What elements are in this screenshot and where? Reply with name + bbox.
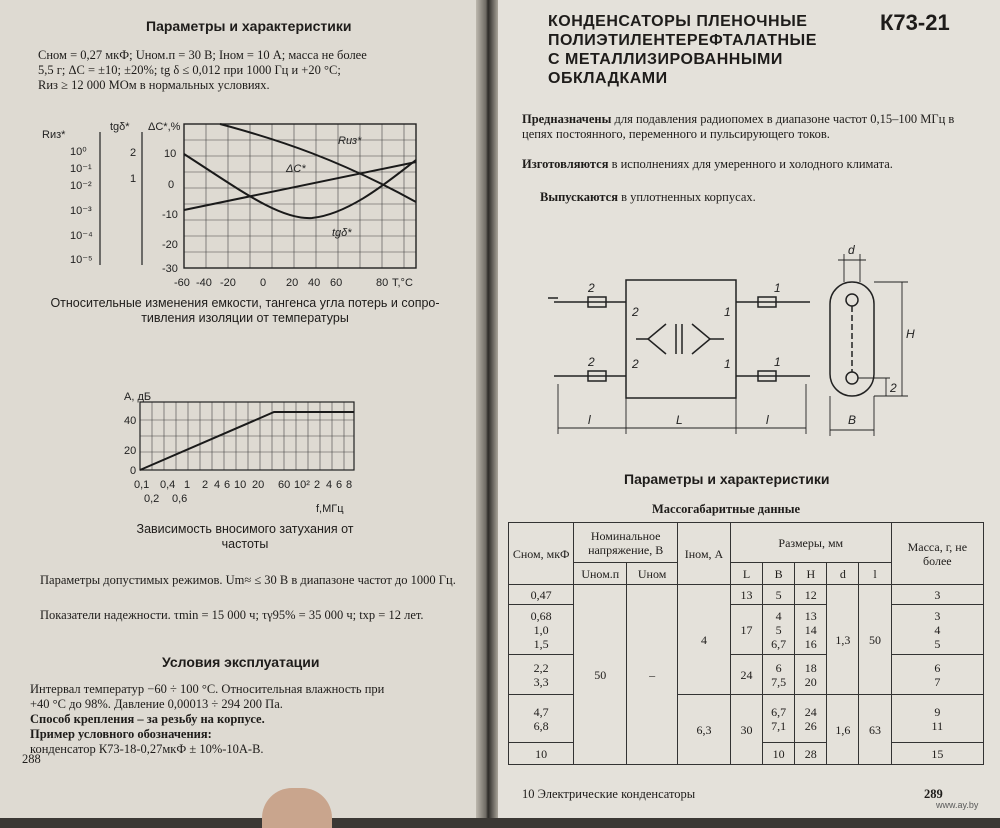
exploitation-heading: Условия эксплуатации xyxy=(162,654,320,670)
cell-B: 6,7 7,1 xyxy=(763,695,795,743)
x-tick: 80 xyxy=(376,277,389,289)
header-cell: L xyxy=(730,563,762,585)
left-heading: Параметры и характеристики xyxy=(146,18,352,34)
header-cell: Масса, г, не более xyxy=(891,523,983,585)
cell-L: 13 xyxy=(730,585,762,605)
x-tick: 1 xyxy=(184,479,191,491)
exploitation-line: конденсатор К73-18-0,27мкФ ± 10%-10А-В. xyxy=(30,742,264,756)
title-line: КОНДЕНСАТОРЫ ПЛЕНОЧНЫЕ xyxy=(548,13,808,30)
x-tick: 4 xyxy=(326,479,333,491)
y-left-tick: 10⁻² xyxy=(70,180,92,192)
x-tick: 2 xyxy=(314,479,321,491)
cell-d: 1,3 xyxy=(827,585,859,695)
attenuation-chart xyxy=(110,386,380,514)
x-tick: -40 xyxy=(196,277,212,289)
pin-label: 1 xyxy=(774,355,781,369)
purpose-bold: Предназначены xyxy=(522,112,612,126)
x-tick: 0,2 xyxy=(144,493,160,505)
modes-text: Параметры допустимых режимов. Um≈ ≤ 30 В в диапазоне частот до 1000 Гц. xyxy=(40,573,456,587)
dimension-label: L xyxy=(676,413,683,427)
x-tick: 0 xyxy=(260,277,267,289)
mass-dimensions-table xyxy=(508,522,984,765)
cell-L: 30 xyxy=(730,695,762,765)
cell-L: 17 xyxy=(730,605,762,655)
cell-B: 10 xyxy=(763,743,795,765)
cell-L: 24 xyxy=(730,655,762,695)
cell-inom: 6,3 xyxy=(678,695,731,765)
y-tick: 20 xyxy=(124,445,137,457)
x-tick: 20 xyxy=(286,277,299,289)
table-header-row xyxy=(509,523,984,563)
x-tick: 0,1 xyxy=(134,479,150,491)
cell-mass: 3 xyxy=(891,585,983,605)
table-row xyxy=(509,585,984,605)
x-tick: 60 xyxy=(278,479,291,491)
header-cell: Uном.п xyxy=(574,563,627,585)
dimension-label: B xyxy=(848,413,857,427)
pin-label: 1 xyxy=(724,305,731,319)
cell-cnom: 10 xyxy=(509,743,574,765)
exploitation-text xyxy=(30,682,465,757)
x-tick: 10² xyxy=(294,479,310,491)
header-cell: Iном, А xyxy=(678,523,731,585)
pin-label: 2 xyxy=(588,355,595,369)
release-text xyxy=(540,190,960,205)
cell-unom: – xyxy=(627,585,678,765)
y-left-tick: 10⁻³ xyxy=(70,205,92,217)
x-axis-label: T,°C xyxy=(392,277,413,289)
dimension-label: l xyxy=(588,413,591,427)
watermark: www.ay.by xyxy=(936,800,979,810)
x-tick: 40 xyxy=(308,277,321,289)
cell-cnom: 4,7 6,8 xyxy=(509,695,574,743)
cell-cnom: 2,2 3,3 xyxy=(509,655,574,695)
y-left-tick: 10⁻¹ xyxy=(70,163,92,175)
exploitation-line: Интервал температур −60 ÷ 100 °C. Относительная влажность при xyxy=(30,682,385,696)
cell-B: 6 7,5 xyxy=(763,655,795,695)
y-left-tick: 10⁻⁵ xyxy=(70,254,93,266)
curve-label: tgδ* xyxy=(332,227,352,239)
dimension-label: 2 xyxy=(890,381,897,395)
intro-line: Cном = 0,27 мкФ; Uном.п = 30 В; Iном = 10 А; масса не более xyxy=(38,48,367,62)
chart1-caption xyxy=(30,296,460,326)
cell-H: 18 20 xyxy=(795,655,827,695)
header-cell: l xyxy=(859,563,891,585)
chart2-caption xyxy=(110,522,380,552)
purpose-text xyxy=(522,112,977,142)
title-line: ОБКЛАДКАМИ xyxy=(548,70,668,87)
x-axis-label: f,МГц xyxy=(316,503,344,514)
intro-line: 5,5 г; ΔC = ±10; ±20%; tg δ ≤ 0,012 при 1000 Гц и +20 °C; xyxy=(38,63,341,77)
caption-line: частоты xyxy=(221,537,269,551)
exploitation-line: Пример условного обозначения: xyxy=(30,727,212,741)
exploitation-line: Способ крепления – за резьбу на корпусе. xyxy=(30,712,265,726)
reliability-text: Показатели надежности. τmin = 15 000 ч; τγ95% = 35 000 ч; tхр = 12 лет. xyxy=(40,608,424,622)
header-cell: Размеры, мм xyxy=(730,523,891,563)
params-heading: Параметры и характеристики xyxy=(624,471,830,487)
dimension-label: l xyxy=(766,413,769,427)
release-bold: Выпускаются xyxy=(540,190,618,204)
header-cell: H xyxy=(795,563,827,585)
y-right-tick: 10 xyxy=(164,148,177,160)
title-line: С МЕТАЛЛИЗИРОВАННЫМИ xyxy=(548,51,783,68)
y-right-tick: -30 xyxy=(162,263,178,275)
y-mid-tick: 1 xyxy=(130,173,137,185)
cell-B: 4 5 6,7 xyxy=(763,605,795,655)
cell-H: 24 26 xyxy=(795,695,827,743)
cell-mass: 15 xyxy=(891,743,983,765)
cell-H: 12 xyxy=(795,585,827,605)
pin-label: 1 xyxy=(724,357,731,371)
cell-H: 28 xyxy=(795,743,827,765)
title-line: ПОЛИЭТИЛЕНТЕРЕФТАЛАТНЫЕ xyxy=(548,32,817,49)
book-gutter xyxy=(476,0,498,818)
capacitor-drawing xyxy=(548,244,928,444)
y-mid-tick: 2 xyxy=(130,147,137,159)
y-tick: 0 xyxy=(130,465,137,477)
cell-l: 63 xyxy=(859,695,891,765)
exploitation-line: +40 °C до 98%. Давление 0,00013 ÷ 294 200 Па. xyxy=(30,697,283,711)
intro-text xyxy=(38,48,468,93)
cell-mass: 6 7 xyxy=(891,655,983,695)
footer-section-title: 10 Электрические конденсаторы xyxy=(522,787,696,801)
y-left-tick: 10⁻⁴ xyxy=(70,230,93,242)
y-tick: 40 xyxy=(124,415,137,427)
x-tick: 2 xyxy=(202,479,209,491)
curve-label: ΔC* xyxy=(286,163,306,175)
x-tick: 6 xyxy=(224,479,231,491)
product-title xyxy=(548,12,817,88)
cell-H: 13 14 16 xyxy=(795,605,827,655)
cell-mass: 3 4 5 xyxy=(891,605,983,655)
dimension-label: d xyxy=(848,244,855,257)
header-cell: d xyxy=(827,563,859,585)
header-cell: Номинальное напряжение, В xyxy=(574,523,678,563)
header-cell: Uном xyxy=(627,563,678,585)
x-tick: 6 xyxy=(336,479,343,491)
y-left-label: Rиз* xyxy=(42,129,66,141)
product-code: К73-21 xyxy=(880,10,950,35)
left-page-number: 288 xyxy=(22,752,41,766)
caption-line: Зависимость вносимого затухания от xyxy=(136,522,354,536)
versions-body: в исполнениях для умеренного и холодного климата. xyxy=(608,157,893,171)
cell-d: 1,6 xyxy=(827,695,859,765)
temperature-chart xyxy=(40,110,470,300)
dimension-label: H xyxy=(906,327,915,341)
pin-label: 2 xyxy=(588,281,595,295)
versions-text xyxy=(522,157,977,172)
table-heading: Массогабаритные данные xyxy=(652,502,801,516)
right-page-number: 289 xyxy=(924,787,943,801)
x-tick: 10 xyxy=(234,479,247,491)
y-right-tick: -10 xyxy=(162,209,178,221)
y-axis-label: A, дБ xyxy=(124,391,152,403)
purpose-body: для подавления радиопомех в диапазоне частот 0,15–100 МГц в цепях постоянного, переменного и пульсирующего токов. xyxy=(522,112,955,141)
intro-line: Rиз ≥ 12 000 МОм в нормальных условиях. xyxy=(38,78,270,92)
x-tick: 60 xyxy=(330,277,343,289)
x-tick: 20 xyxy=(252,479,265,491)
cell-mass: 9 11 xyxy=(891,695,983,743)
x-tick: -20 xyxy=(220,277,236,289)
x-tick: 0,4 xyxy=(160,479,176,491)
y-right-label: ΔC*,% xyxy=(148,121,181,133)
cell-inom: 4 xyxy=(678,585,731,695)
pin-label: 1 xyxy=(774,281,781,295)
header-cell: B xyxy=(763,563,795,585)
cell-cnom: 0,68 1,0 1,5 xyxy=(509,605,574,655)
y-right-tick: 0 xyxy=(168,179,175,191)
cell-cnom: 0,47 xyxy=(509,585,574,605)
release-body: в уплотненных корпусах. xyxy=(617,190,756,204)
header-cell: Cном, мкФ xyxy=(509,523,574,585)
pin-label: 2 xyxy=(632,305,639,319)
x-tick: 0,6 xyxy=(172,493,188,505)
cell-l: 50 xyxy=(859,585,891,695)
cell-B: 5 xyxy=(763,585,795,605)
pin-label: 2 xyxy=(632,357,639,371)
caption-line: тивления изоляции от температуры xyxy=(141,311,349,325)
caption-line: Относительные изменения емкости, тангенса угла потерь и сопро- xyxy=(50,296,440,310)
x-tick: 8 xyxy=(346,479,353,491)
versions-bold: Изготовляются xyxy=(522,157,609,171)
x-tick: -60 xyxy=(174,277,190,289)
cell-unom-p: 50 xyxy=(574,585,627,765)
y-left-tick: 10⁰ xyxy=(70,146,87,158)
y-right-tick: -20 xyxy=(162,239,178,251)
curve-label: Rиз* xyxy=(338,135,362,147)
x-tick: 4 xyxy=(214,479,221,491)
y-mid-label: tgδ* xyxy=(110,121,130,133)
